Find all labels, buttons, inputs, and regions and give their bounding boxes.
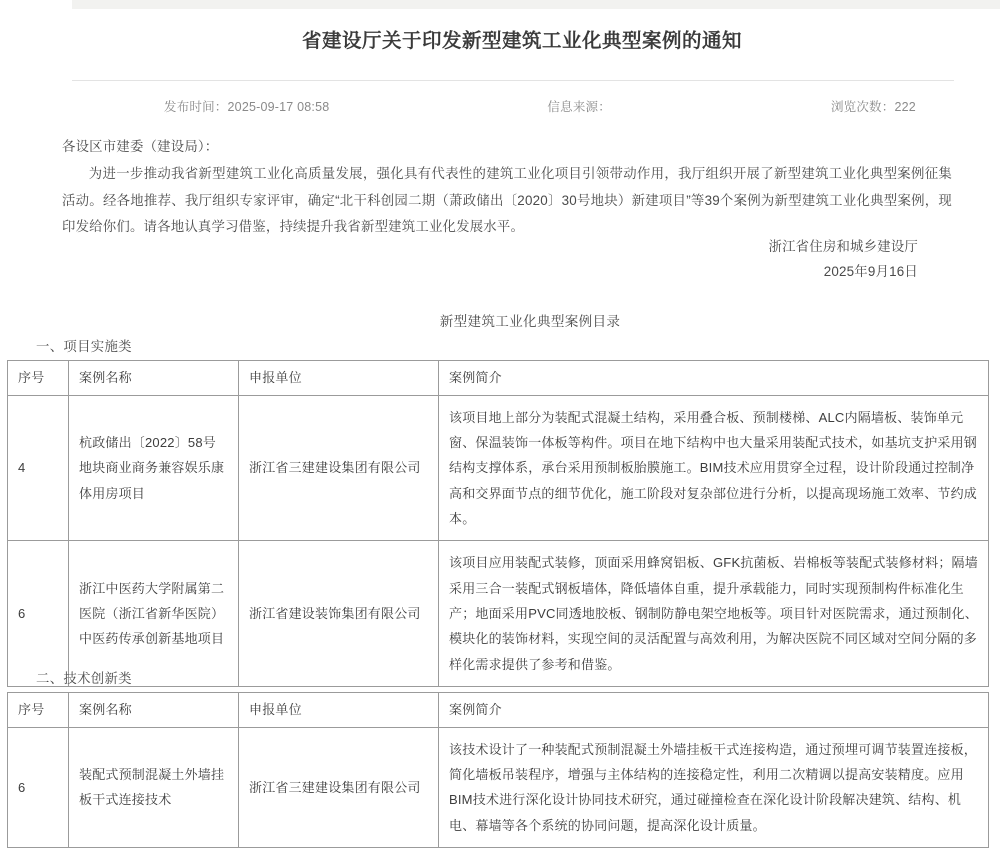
table-header-row bbox=[8, 693, 989, 728]
cell-case-description: 该项目应用装配式装修，顶面采用蜂窝铝板、GFK抗菌板、岩棉板等装配式装修材料；隔墙采用三合一装配式钢板墙体，降低墙体自重，提升承载能力，同时实现预制构件标准化生产；地面采用PVC同透地胶板、钢制防静电架空地板等。项目针对医院需求，通过预制化、模块化的装饰材料，实现空间的灵活配置与高效利用，为解决医院不同区域对空间分隔的多样化需求提供了参考和借鉴。 bbox=[439, 541, 989, 687]
source-label: 信息来源： bbox=[547, 100, 611, 115]
view-count-label: 浏览次数： bbox=[830, 100, 895, 115]
cell-no: 4 bbox=[8, 395, 69, 541]
publish-time-label: 发布时间： bbox=[164, 100, 228, 115]
signature-block bbox=[62, 235, 950, 285]
article-header bbox=[72, 9, 972, 115]
catalog-title: 新型建筑工业化典型案例目录 bbox=[439, 314, 621, 329]
top-band bbox=[72, 0, 1000, 9]
source bbox=[547, 97, 611, 115]
column-header-no: 序号 bbox=[8, 693, 69, 728]
cell-declaring-unit: 浙江省建设装饰集团有限公司 bbox=[239, 541, 439, 687]
view-count bbox=[831, 97, 916, 115]
column-header-desc: 案例简介 bbox=[439, 361, 989, 396]
cell-case-description: 该项目地上部分为装配式混凝土结构，采用叠合板、预制楼梯、ALC内隔墙板、装饰单元窗、保温装饰一体板等构件。项目在地下结构中也大量采用装配式技术，如基坑支护采用钢结构支撑体系，承台采用预制板胎膜施工。BIM技术应用贯穿全过程，设计阶段通过控制净高和交界面节点的细节优化，施工阶段对复杂部位进行分析，以提高现场施工效率、节约成本。 bbox=[439, 395, 989, 541]
cell-declaring-unit: 浙江省三建建设集团有限公司 bbox=[239, 727, 439, 847]
column-header-unit: 申报单位 bbox=[239, 361, 439, 396]
cell-declaring-unit: 浙江省三建建设集团有限公司 bbox=[239, 395, 439, 541]
cell-case-description: 该技术设计了一种装配式预制混凝土外墙挂板干式连接构造，通过预埋可调节装置连接板，简化墙板吊装程序，增强与主体结构的连接稳定性，利用二次精调以提高安装精度。应用BIM技术进行深化设计协同技术研究，通过碰撞检查在深化设计阶段解决建筑、结构、机电、幕墙等各个系统的协同问题，提高深化设计质量。 bbox=[439, 727, 989, 847]
table-row bbox=[8, 395, 989, 541]
table-row bbox=[8, 727, 989, 847]
body-paragraph: 为进一步推动我省新型建筑工业化高质量发展，强化具有代表性的建筑工业化项目引领带动作用，我厅组织开展了新型建筑工业化典型案例征集活动。经各地推荐、我厅组织专家评审，确定“北干科创园二期（萧政储出〔2020〕30号地块）新建项目”等39个案例为新型建筑工业化典型案例，现印发给你们。请各地认真学习借鉴，持续提升我省新型建筑工业化发展水平。 bbox=[62, 165, 952, 235]
cell-case-name: 装配式预制混凝土外墙挂板干式连接技术 bbox=[69, 727, 239, 847]
column-header-no: 序号 bbox=[8, 361, 69, 396]
cell-no: 6 bbox=[8, 541, 69, 687]
case-table-technology bbox=[7, 692, 989, 848]
column-header-desc: 案例简介 bbox=[439, 693, 989, 728]
page-title: 省建设厅关于印发新型建筑工业化典型案例的通知 bbox=[301, 30, 742, 52]
cell-case-name: 浙江中医药大学附属第二医院（浙江省新华医院）中医药传承创新基地项目 bbox=[69, 541, 239, 687]
column-header-name: 案例名称 bbox=[69, 693, 239, 728]
view-count-value: 222 bbox=[894, 100, 916, 115]
signature-organization: 浙江省住房和城乡建设厅 bbox=[768, 239, 918, 254]
article-body bbox=[62, 134, 952, 241]
column-header-name: 案例名称 bbox=[69, 361, 239, 396]
table-row bbox=[8, 541, 989, 687]
case-table-implementation bbox=[7, 360, 989, 687]
publish-time-value: 2025-09-17 08:58 bbox=[227, 100, 330, 115]
section-heading-1: 一、项目实施类 bbox=[36, 339, 132, 354]
signature-date: 2025年9月16日 bbox=[823, 263, 918, 279]
column-header-unit: 申报单位 bbox=[239, 693, 439, 728]
cell-no: 6 bbox=[8, 727, 69, 847]
article-meta-bar bbox=[72, 81, 972, 115]
salutation: 各设区市建委（建设局）： bbox=[62, 139, 219, 154]
section-heading-2: 二、技术创新类 bbox=[36, 671, 132, 686]
cell-case-name: 杭政储出〔2022〕58号地块商业商务兼容娱乐康体用房项目 bbox=[69, 395, 239, 541]
table-header-row bbox=[8, 361, 989, 396]
publish-time bbox=[164, 97, 329, 115]
